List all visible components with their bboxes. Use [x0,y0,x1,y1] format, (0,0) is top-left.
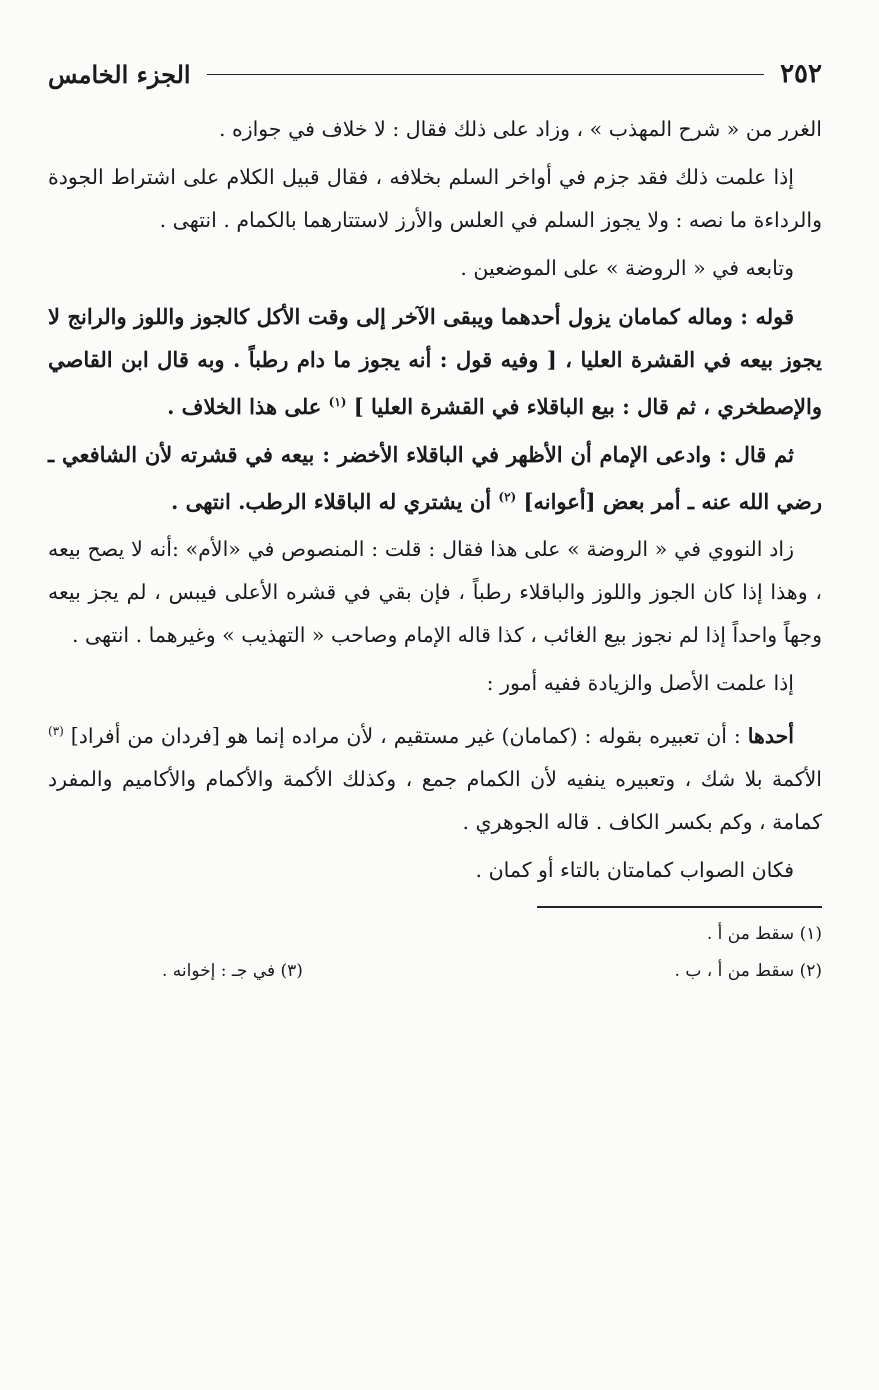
paragraph-8-text: : أن تعبيره بقوله : (كمامان) غير مستقيم ، لأن مراده إنما هو [فردان من أفراد] [70,723,741,748]
paragraph-5-text: ثم قال : وادعى الإمام أن الأظهر في الباقلاء الأخضر : بيعه في قشرته لأن الشافعي ـ رضي الله عنه ـ أمر بعض [أعوانه] [48,442,822,514]
paragraph-1: الغرر من « شرح المهذب » ، وزاد على ذلك فقال : لا خلاف في جوازه . [218,117,822,141]
book-page [48,54,822,990]
paragraph-8 [48,710,822,844]
page-header [48,54,822,94]
paragraph-7: إذا علمت الأصل والزيادة ففيه أمور : [486,671,794,695]
paragraph-8-lead: أحدها [747,723,794,748]
paragraph-4-text: قوله : وماله كمامان يزول أحدهما ويبقى الآخر إلى وقت الأكل كالجوز واللوز والرانج لا يجوز بيعه في القشرة العليا ، [ وفيه قول : أنه يجوز ما دام رطباً . وبه قال ابن القاصي والإصطخري ، ثم قال : بيع الباقلاء في القشرة العليا ] [48,304,822,419]
footnote-row [162,953,822,990]
header-rule [207,74,765,75]
paragraph-3: وتابعه في « الروضة » على الموضعين . [460,256,794,280]
footnote-ref-1: (١) [328,395,347,409]
paragraph-9: فكان الصواب كمامتان بالتاء أو كمان . [475,857,794,882]
paragraph-5-end: أن يشتري له الباقلاء الرطب. انتهى . [170,489,492,514]
footnote-3: (٣) في جـ : إخوانه . [162,960,303,981]
paragraph-4 [48,295,822,428]
main-text [48,108,822,892]
page-number: ٢٥٢ [780,59,822,89]
paragraph-8-end: الأكمة بلا شك ، وتعبيره ينفيه لأن الكمام جمع ، وكذلك الأكمة والأكمام والأكاميم والمفرد كمامة ، وكم بكسر الكاف . قاله الجوهري . [48,766,822,834]
footnote-separator [537,906,822,908]
footnote-ref-3: (٣) [48,724,64,738]
footnote-2: (٢) سقط من أ ، ب . [674,960,822,981]
running-title: الجزء الخامس [48,59,191,89]
paragraph-4-end: على هذا الخلاف . [167,394,322,419]
footnote-ref-2: (٢) [498,490,517,504]
paragraph-2: إذا علمت ذلك فقد جزم في أواخر السلم بخلافه ، فقال قبيل الكلام على اشتراط الجودة والرداءة ما نصه : ولا يجوز السلم في العلس والأرز لاستتارهما بالكمام . انتهى . [48,165,822,232]
footnote-1: (١) سقط من أ . [706,923,822,944]
footnotes [48,916,822,990]
paragraph-6: زاد النووي في « الروضة » على هذا فقال : قلت : المنصوص في «الأم» :أنه لا يصح بيعه ، وهذا إذا كان الجوز واللوز والباقلاء رطباً ، فإن بقي في قشره الأعلى فيبس ، لم يجز بيعه وجهاً واحداً إذا لم نجوز بيع الغائب ، كذا قاله الإمام وصاحب « التهذيب » وغيرهما . انتهى . [48,537,822,647]
paragraph-5 [48,433,822,523]
